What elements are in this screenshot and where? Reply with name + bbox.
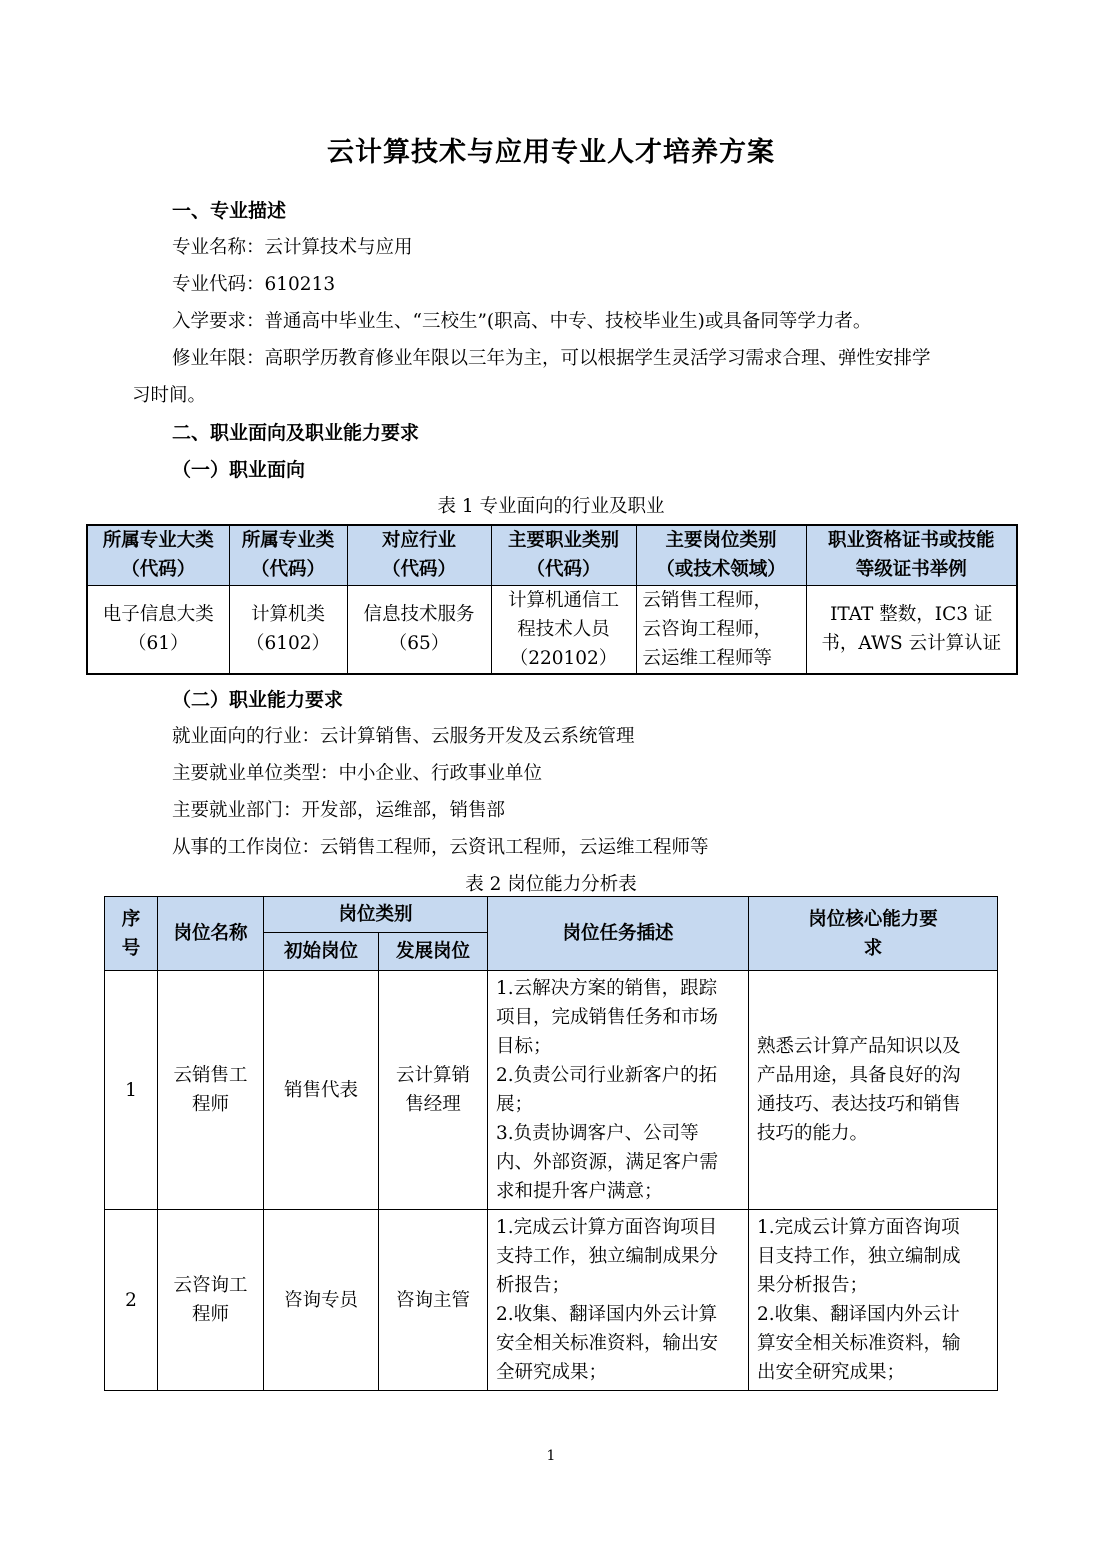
table-row [105, 1210, 998, 1391]
subsection-heading-ability: （二）职业能力要求 [172, 689, 344, 711]
major-code: 专业代码：610213 [172, 274, 336, 295]
table-row [87, 585, 1017, 674]
t2-header-develop: 发展岗位 [379, 933, 488, 971]
t1-header-position: 主要岗位类别 （或技术领域） [636, 525, 806, 585]
t2-row2-name: 云咨询工 程师 [158, 1210, 264, 1391]
t2-row2-core: 1.完成云计算方面咨询项 目支持工作，独立编制成 果分析报告； 2.收集、翻译国内外云计 算安全相关标准资料，输 出安全研究成果； [749, 1210, 998, 1391]
study-duration-cont: 习时间。 [132, 385, 207, 406]
t2-header-name: 岗位名称 [158, 897, 264, 971]
t2-row1-name: 云销售工 程师 [158, 971, 264, 1210]
t1-header-certificate: 职业资格证书或技能 等级证书举例 [806, 525, 1017, 585]
t1-cell-industry: 信息技术服务 （65） [347, 585, 491, 674]
industry-occupation-table [86, 524, 1018, 675]
t2-header-task: 岗位任务插述 [488, 897, 749, 971]
major-name: 专业名称：云计算技术与应用 [172, 237, 413, 258]
subsection-heading-orientation: （一）职业面向 [172, 459, 306, 481]
t2-row1-initial: 销售代表 [264, 971, 379, 1210]
t1-cell-major-class: 计算机类 （6102） [229, 585, 347, 674]
page-title: 云计算技术与应用专业人才培养方案 [327, 137, 775, 168]
employment-positions: 从事的工作岗位：云销售工程师，云资讯工程师，云运维工程师等 [172, 837, 709, 858]
table1-caption: 表 1 专业面向的行业及职业 [437, 496, 665, 517]
employment-industry: 就业面向的行业：云计算销售、云服务开发及云系统管理 [172, 726, 635, 747]
t2-header-seq: 序 号 [105, 897, 158, 971]
t2-row2-develop: 咨询主管 [379, 1210, 488, 1391]
t1-cell-certificate: ITAT 整数，IC3 证 书，AWS 云计算认证 [806, 585, 1017, 674]
employment-departments: 主要就业部门：开发部，运维部，销售部 [172, 800, 506, 821]
study-duration: 修业年限：高职学历教育修业年限以三年为主，可以根据学生灵活学习需求合理、弹性安排学 [172, 348, 931, 369]
t1-header-major-class: 所属专业类 （代码） [229, 525, 347, 585]
t1-cell-position: 云销售工程师， 云咨询工程师， 云运维工程师等 [636, 585, 806, 674]
t1-header-occupation: 主要职业类别 （代码） [491, 525, 636, 585]
t2-row2-seq: 2 [105, 1210, 158, 1391]
position-ability-table [104, 896, 998, 1391]
t1-header-major-category: 所属专业大类 （代码） [87, 525, 229, 585]
t2-row2-task: 1.完成云计算方面咨询项目 支持工作，独立编制成果分 析报告； 2.收集、翻译国内外云计算 安全相关标准资料，输出安 全研究成果； [488, 1210, 749, 1391]
t2-row1-seq: 1 [105, 971, 158, 1210]
t2-row2-initial: 咨询专员 [264, 1210, 379, 1391]
employment-units: 主要就业单位类型：中小企业、行政事业单位 [172, 763, 543, 784]
t2-header-initial: 初始岗位 [264, 933, 379, 971]
t1-cell-major-category: 电子信息大类 （61） [87, 585, 229, 674]
t2-header-core: 岗位核心能力要 求 [749, 897, 998, 971]
t2-row1-develop: 云计算销 售经理 [379, 971, 488, 1210]
t1-cell-occupation: 计算机通信工 程技术人员 （220102） [491, 585, 636, 674]
table-row [105, 971, 998, 1210]
t2-header-category: 岗位类别 [264, 897, 488, 933]
t2-row1-task: 1.云解决方案的销售，跟踪 项目，完成销售任务和市场 目标； 2.负责公司行业新客户的拓 展； 3.负责协调客户、公司等 内、外部资源，满足客户需 求和提升客户满意； [488, 971, 749, 1210]
admission-requirement: 入学要求：普通高中毕业生、“三校生”(职高、中专、技校毕业生)或具备同等学力者。 [172, 311, 872, 332]
page-number: 1 [546, 1448, 556, 1464]
t2-row1-core: 熟悉云计算产品知识以及 产品用途，具备良好的沟 通技巧、表达技巧和销售 技巧的能力。 [749, 971, 998, 1210]
t1-header-industry: 对应行业 （代码） [347, 525, 491, 585]
table2-caption: 表 2 岗位能力分析表 [465, 874, 637, 895]
section-heading-description: 一、专业描述 [172, 200, 287, 222]
section-heading-career: 二、职业面向及职业能力要求 [172, 422, 420, 444]
